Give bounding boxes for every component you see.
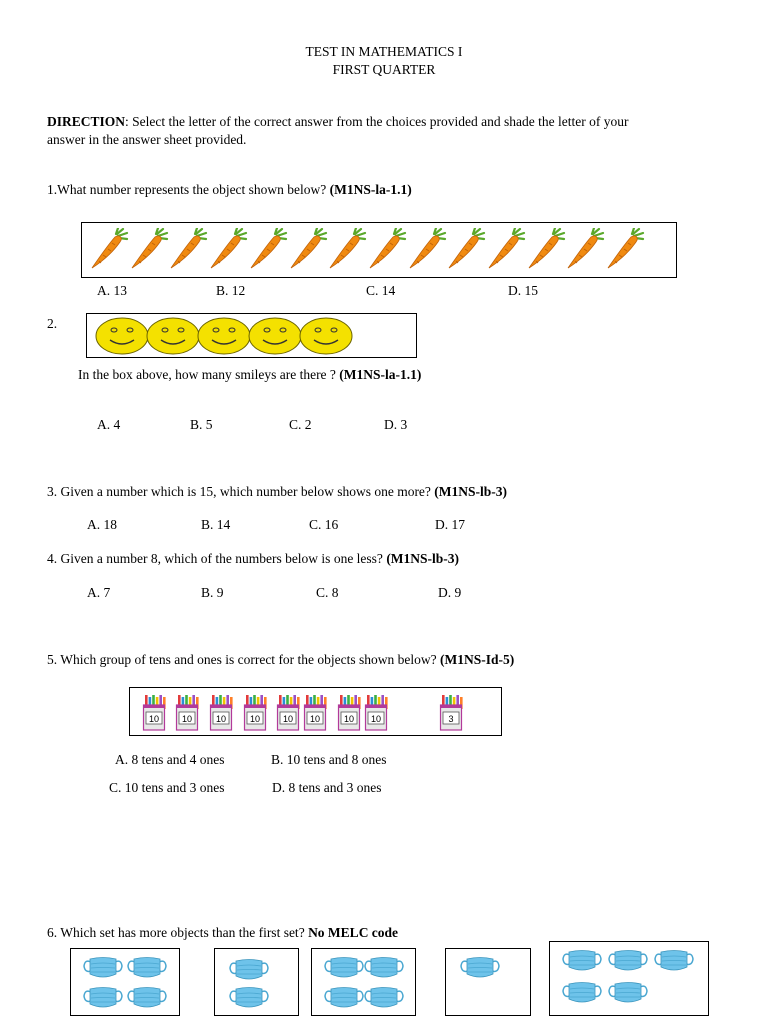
crayon-cup-icon [209,692,233,732]
q3-choice-b[interactable]: B. 14 [201,517,231,532]
smiley-icon [146,317,202,355]
face-mask-icon [460,955,500,981]
q2-choice-b[interactable]: B. 5 [190,417,213,432]
carrot-icon [168,228,208,272]
carrot-icon [407,228,447,272]
smiley-icon [248,317,304,355]
face-mask-icon [127,985,167,1011]
q5-choice-a[interactable]: A. 8 tens and 4 ones [115,752,225,767]
question-4: 4. Given a number 8, which of the numbers below is one less? (M1NS-lb-3) [47,551,460,566]
q2-choice-c[interactable]: C. 2 [289,417,312,432]
carrot-icon [486,228,526,272]
melc-code: (M1NS-lb-3) [386,551,460,566]
crayon-cup-icon [243,692,267,732]
mask-set-5[interactable] [549,941,709,1016]
q3-choice-d[interactable]: D. 17 [435,517,465,532]
carrot-icon [367,228,407,272]
cup-label: 10 [181,714,193,724]
q2-choice-a[interactable]: A. 4 [97,417,121,432]
melc-code: (M1NS-la-1.1) [329,182,412,197]
mask-set-1[interactable] [70,948,180,1016]
carrot-icon [89,228,129,272]
q4-choice-d[interactable]: D. 9 [438,585,462,600]
cup-label: 10 [148,714,160,724]
face-mask-icon [324,955,364,981]
cup-label: 10 [309,714,321,724]
carrot-icon [605,228,645,272]
q3-choice-c[interactable]: C. 16 [309,517,339,532]
mask-set-4[interactable] [445,948,531,1016]
face-mask-icon [229,985,269,1011]
crayon-cup-icon [303,692,327,732]
direction-label: DIRECTION [47,114,126,129]
face-mask-icon [562,980,602,1006]
carrot-icon [327,228,367,272]
question-2-number: 2. [47,316,58,331]
melc-code: (M1NS-lb-3) [434,484,508,499]
q5-choice-d[interactable]: D. 8 tens and 3 ones [272,780,382,795]
cup-label: 10 [343,714,355,724]
q5-choice-c[interactable]: C. 10 tens and 3 ones [109,780,225,795]
face-mask-icon [562,948,602,974]
crayon-box [129,687,502,736]
melc-code: No MELC code [308,925,399,940]
carrot-icon [288,228,328,272]
question-3: 3. Given a number which is 15, which number below shows one more? (M1NS-lb-3) [47,484,508,499]
smiley-box [86,313,417,358]
mask-set-3[interactable] [311,948,416,1016]
question-5: 5. Which group of tens and ones is correct for the objects shown below? (M1NS-Id-5) [47,652,515,667]
face-mask-icon [229,957,269,983]
direction-line-2: answer in the answer sheet provided. [47,132,247,147]
carrot-icon [565,228,605,272]
cup-label: 3 [448,714,454,724]
crayon-cup-icon [337,692,361,732]
carrot-icon [208,228,248,272]
face-mask-icon [324,985,364,1011]
melc-code: (M1NS-Id-5) [440,652,515,667]
face-mask-icon [127,955,167,981]
q1-choice-a[interactable]: A. 13 [97,283,127,298]
q1-choice-d[interactable]: D. 15 [508,283,538,298]
crayon-cup-icon [175,692,199,732]
mask-set-2[interactable] [214,948,299,1016]
face-mask-icon [83,985,123,1011]
q5-choice-b[interactable]: B. 10 tens and 8 ones [271,752,387,767]
q4-choice-b[interactable]: B. 9 [201,585,224,600]
crayon-cup-icon [439,692,463,732]
face-mask-icon [608,980,648,1006]
crayon-cup-icon [276,692,300,732]
page-title: TEST IN MATHEMATICS I [305,44,463,59]
q2-choice-d[interactable]: D. 3 [384,417,408,432]
face-mask-icon [654,948,694,974]
cup-label: 10 [282,714,294,724]
face-mask-icon [364,985,404,1011]
q1-choice-b[interactable]: B. 12 [216,283,246,298]
carrot-icon [446,228,486,272]
face-mask-icon [364,955,404,981]
smiley-icon [197,317,253,355]
page-subtitle: FIRST QUARTER [332,62,436,77]
smiley-icon [299,317,355,355]
question-6: 6. Which set has more objects than the first set? No MELC code [47,925,399,940]
question-1: 1.What number represents the object shown below? (M1NS-la-1.1) [47,182,412,197]
cup-label: 10 [249,714,261,724]
crayon-cup-icon [142,692,166,732]
cup-label: 10 [215,714,227,724]
q1-choice-c[interactable]: C. 14 [366,283,396,298]
q3-choice-a[interactable]: A. 18 [87,517,117,532]
carrot-icon [129,228,169,272]
melc-code: (M1NS-la-1.1) [339,367,422,382]
face-mask-icon [83,955,123,981]
direction-line-1: DIRECTION: Select the letter of the correct answer from the choices provided and shade the letter of your [47,114,629,129]
q4-choice-a[interactable]: A. 7 [87,585,111,600]
face-mask-icon [608,948,648,974]
question-2: In the box above, how many smileys are there ? (M1NS-la-1.1) [78,367,422,382]
carrot-box [81,222,677,278]
q4-choice-c[interactable]: C. 8 [316,585,339,600]
smiley-icon [95,317,151,355]
cup-label: 10 [370,714,382,724]
carrot-icon [248,228,288,272]
crayon-cup-icon [364,692,388,732]
carrot-icon [526,228,566,272]
